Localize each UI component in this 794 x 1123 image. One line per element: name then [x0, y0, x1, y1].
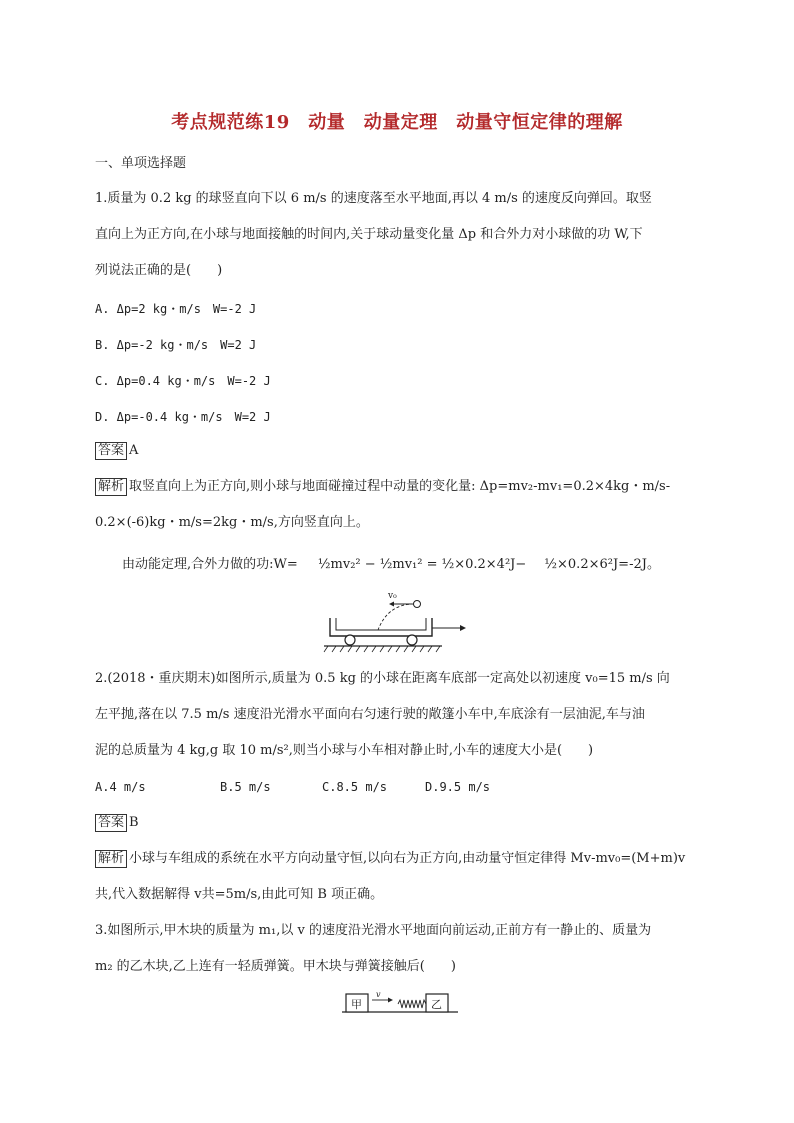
q1-analysis-formula: ½mv₂² − ½mv₁² = ½×0.2×4²J− [317, 557, 527, 572]
analysis-tag: 解析 [95, 850, 127, 868]
q1-answer-value: A [129, 443, 139, 458]
q2-stem-line-3: 泥的总质量为 4 kg,g 取 10 m/s²,则当小球与小车相对静止时,小车的速度大小是( ) [95, 743, 594, 758]
q1-stem-line-3: 列说法正确的是( ) [95, 263, 223, 278]
q3-stem-line-1: 3.如图所示,甲木块的质量为 m₁,以 v 的速度沿光滑水平地面向前运动,正前方有一静止的、质量为 [95, 923, 652, 938]
cart-figure [322, 588, 470, 656]
ball-velocity-arrowhead [389, 602, 394, 607]
ball [414, 601, 421, 608]
q2-stem-line-2: 左平抛,落在以 7.5 m/s 速度沿光滑水平面向右匀速行驶的敞篷小车中,车底涂有一层油泥,车与油 [95, 707, 645, 722]
q2-analysis-line-2: 共,代入数据解得 v共=5m/s,由此可知 B 项正确。 [95, 887, 384, 902]
v-label: v [376, 990, 381, 999]
analysis-tag: 解析 [95, 478, 127, 496]
q2-analysis-text-1: 小球与车组成的系统在水平方向动量守恒,以向右为正方向,由动量守恒定律得 Mv-mv₀=(M+m)v [129, 851, 686, 866]
q1-analysis-tail: ½×0.2×6²J=-2J。 [544, 557, 660, 572]
q1-answer [95, 442, 138, 460]
q2-option-d: D.9.5 m/s [425, 780, 491, 794]
answer-tag: 答案 [95, 442, 127, 460]
q2-stem-line-1: 2.(2018・重庆期末)如图所示,质量为 0.5 kg 的小球在距离车底部一定高处以初速度 v₀=15 m/s 向 [95, 671, 670, 686]
q2-answer-value: B [129, 815, 139, 830]
answer-tag: 答案 [95, 814, 127, 832]
spring [398, 1000, 426, 1008]
v0-label: v₀ [388, 591, 397, 601]
q1-stem-line-1: 1.质量为 0.2 kg 的球竖直向下以 6 m/s 的速度落至水平地面,再以 4 m/s 的速度反向弹回。取竖 [95, 191, 652, 206]
velocity-arrowhead [388, 998, 393, 1003]
q1-option-d: D. Δp=-0.4 kg・m/s W=2 J [95, 410, 271, 424]
blocks-figure [340, 988, 460, 1020]
page-title: 考点规范练19 动量 动量定理 动量守恒定律的理解 [171, 112, 623, 133]
q2-option-b: B.5 m/s [220, 780, 271, 794]
q2-analysis-line-1 [95, 850, 685, 868]
q2-option-c: C.8.5 m/s [322, 780, 388, 794]
block-jia-label: 甲 [351, 998, 362, 1011]
ground-hatch [324, 646, 440, 652]
q1-analysis-line-3 [122, 556, 660, 574]
q3-stem-line-2: m₂ 的乙木块,乙上连有一轻质弹簧。甲木块与弹簧接触后( ) [95, 959, 456, 974]
section-heading: 一、单项选择题 [95, 156, 187, 171]
q1-stem-line-2: 直向上为正方向,在小球与地面接触的时间内,关于球动量变化量 Δp 和合外力对小球做的功 W,下 [95, 227, 643, 242]
block-yi-label: 乙 [431, 998, 442, 1011]
q2-option-a: A.4 m/s [95, 780, 146, 794]
cart-wheel-right [407, 635, 417, 645]
q1-option-a: A. Δp=2 kg・m/s W=-2 J [95, 302, 257, 316]
q1-option-c: C. Δp=0.4 kg・m/s W=-2 J [95, 374, 271, 388]
q1-analysis-text-1: 取竖直向上为正方向,则小球与地面碰撞过程中动量的变化量: Δp=mv₂-mv₁=0.2×4kg・m/s- [129, 479, 671, 494]
q2-answer [95, 814, 139, 832]
q1-option-b: B. Δp=-2 kg・m/s W=2 J [95, 338, 257, 352]
cart-wheel-left [345, 635, 355, 645]
q1-analysis-prefix: 由动能定理,合外力做的功:W= [122, 557, 298, 572]
cart-body [330, 618, 432, 636]
ball-trajectory [378, 604, 414, 630]
q1-analysis-line-1 [95, 478, 670, 496]
cart-velocity-arrowhead [460, 625, 466, 631]
q1-analysis-line-2: 0.2×(-6)kg・m/s=2kg・m/s,方向竖直向上。 [95, 515, 369, 530]
